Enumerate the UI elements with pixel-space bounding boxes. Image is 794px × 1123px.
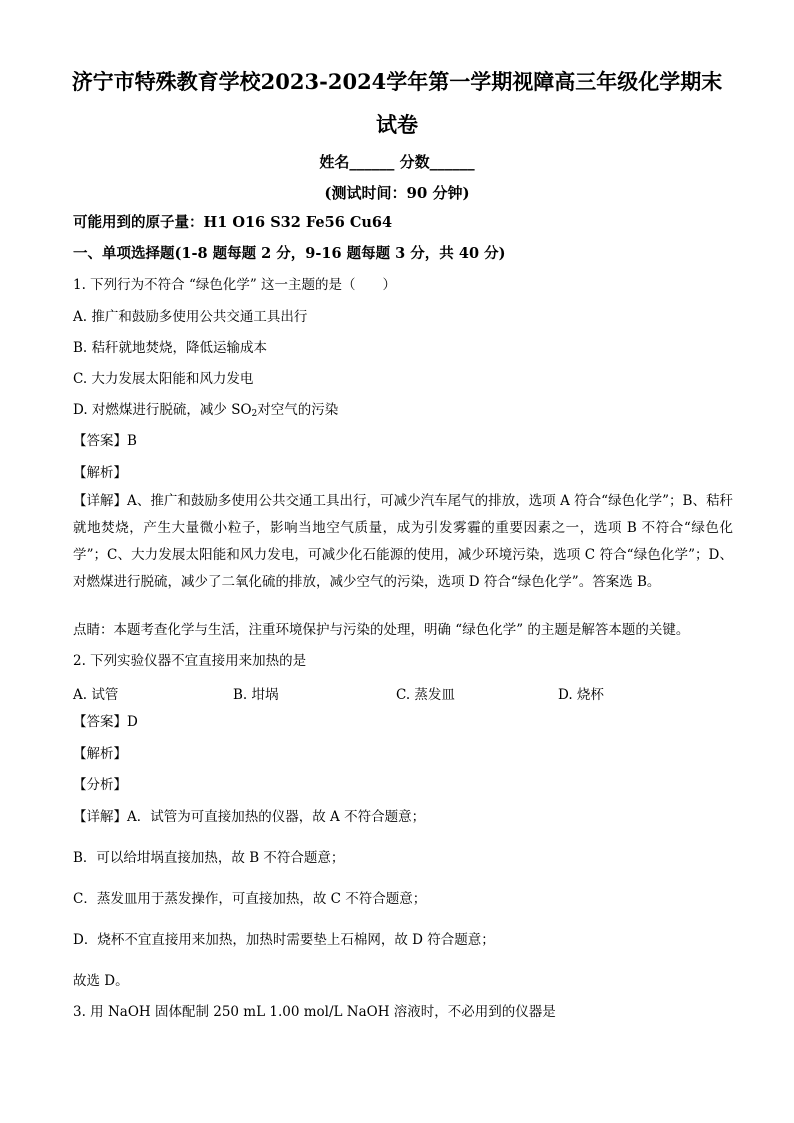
q2-conclusion: 故选 D。 bbox=[73, 973, 129, 989]
q1-stem: 1. 下列行为不符合 “绿色化学” 这一主题的是（ ） bbox=[73, 277, 397, 293]
q3-stem: 3. 用 NaOH 固体配制 250 mL 1.00 mol/L NaOH 溶液时，不必用到的仪器是 bbox=[73, 1004, 556, 1020]
q2-detail-d: D．烧杯不宜直接用来加热，加热时需要垫上石棉网，故 D 符合题意； bbox=[73, 932, 495, 948]
q2-answer: 【答案】D bbox=[73, 714, 138, 730]
q1-analysis-label: 【解析】 bbox=[73, 465, 127, 481]
q2-detail-c: C．蒸发皿用于蒸发操作，可直接加热，故 C 不符合题意； bbox=[73, 891, 427, 907]
q2-stem: 2. 下列实验仪器不宜直接用来加热的是 bbox=[73, 653, 307, 669]
q1-option-c: C. 大力发展太阳能和风力发电 bbox=[73, 371, 254, 387]
q2-detail-a: 【详解】A．试管为可直接加热的仪器，故 A 不符合题意； bbox=[73, 809, 426, 825]
q1-comment: 点睛：本题考查化学与生活，注重环境保护与污染的处理，明确 “绿色化学” 的主题是解答本题的关键。 bbox=[73, 622, 690, 638]
exam-title-line2: 试卷 bbox=[376, 112, 418, 137]
q1-option-d-text-end: 对空气的污染 bbox=[257, 402, 339, 418]
q1-option-a: A. 推广和鼓励多使用公共交通工具出行 bbox=[73, 309, 308, 325]
q2-option-b: B. 坩埚 bbox=[233, 687, 279, 703]
q1-option-b: B. 秸秆就地焚烧，降低运输成本 bbox=[73, 340, 268, 356]
q2-option-d: D. 烧杯 bbox=[558, 687, 604, 703]
q1-detail: 【详解】A、推广和鼓励多使用公共交通工具出行，可减少汽车尾气的排放，选项 A 符合“绿色化学”；B、秸秆就地焚烧，产生大量微小粒子，影响当地空气质量，成为引发雾霾的重要因素之一，选项 B 不符合“绿色化学”；C、大力发展太阳能和风力发电，可减少化石能源的使用，减少环境污染，选项 C 符合“绿色化学”；D、对燃煤进行脱硫，减少了二氧化硫的排放，减少空气的污染，选项 D 符合“绿色化学”。答案选 B。 bbox=[73, 493, 733, 590]
q2-fenxi-label: 【分析】 bbox=[73, 777, 127, 793]
q2-detail-b: B．可以给坩埚直接加热，故 B 不符合题意； bbox=[73, 850, 345, 866]
q2-option-c: C. 蒸发皿 bbox=[396, 687, 455, 703]
q2-option-a: A. 试管 bbox=[73, 687, 119, 703]
exam-title-line1: 济宁市特殊教育学校2023-2024学年第一学期视障高三年级化学期末 bbox=[71, 69, 723, 94]
name-score-line: 姓名______ 分数______ bbox=[319, 153, 475, 171]
q1-answer: 【答案】B bbox=[73, 433, 137, 449]
q1-option-d bbox=[73, 401, 733, 423]
section-heading: 一、单项选择题(1-8 题每题 2 分，9-16 题每题 3 分，共 40 分) bbox=[73, 245, 506, 262]
q2-analysis-label: 【解析】 bbox=[73, 746, 127, 762]
q1-option-d-subscript: 2 bbox=[251, 409, 258, 419]
test-time: (测试时间：90 分钟) bbox=[324, 184, 470, 202]
atomic-masses: 可能用到的原子量：H1 O16 S32 Fe56 Cu64 bbox=[73, 214, 393, 231]
q1-option-d-text: D. 对燃煤进行脱硫，减少 SO bbox=[73, 402, 252, 418]
